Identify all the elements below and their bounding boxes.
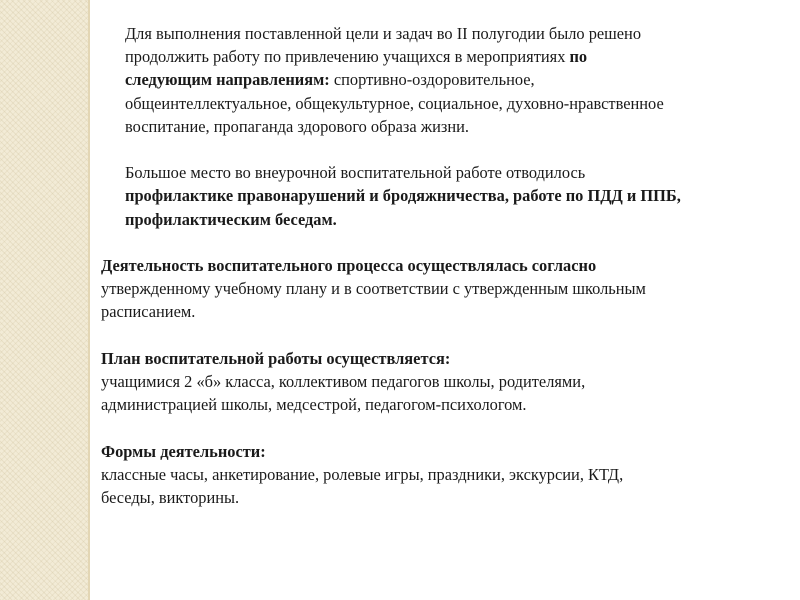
text-line: классные часы, анкетирование, ролевые игры, праздники, экскурсии, КТД, xyxy=(101,464,624,484)
text-line: утвержденному учебному плану и в соответствии с утвержденным школьным xyxy=(101,279,646,299)
text-run: продолжить работу по привлечению учащихся в мероприятиях xyxy=(125,47,570,67)
text-line: учащимися 2 «б» класса, коллективом педагогов школы, родителями, xyxy=(101,372,586,391)
text-line: расписанием. xyxy=(101,302,196,322)
paragraph-plan xyxy=(101,347,791,417)
bold-run: по xyxy=(569,47,588,67)
bold-line: профилактике правонарушений и бродяжничества, работе по ПДД и ППБ, xyxy=(125,186,681,206)
bold-line: профилактическим беседам. xyxy=(125,209,337,229)
section-heading: План воспитательной работы осуществляется: xyxy=(101,348,451,368)
text-line xyxy=(101,68,791,91)
text-line: администрацией школы, медсестрой, педагогом-психологом. xyxy=(101,395,527,415)
paragraph-activity xyxy=(101,254,791,324)
bold-line: Деятельность воспитательного процесса осуществлялась согласно xyxy=(101,256,597,275)
paragraph-prevention xyxy=(101,161,791,231)
text-line xyxy=(101,45,791,68)
text-line: Для выполнения поставленной цели и задач во II полугодии было решено xyxy=(125,24,642,43)
text-run: спортивно-оздоровительное, xyxy=(329,70,535,90)
text-line: воспитание, пропаганда здорового образа жизни. xyxy=(125,116,469,136)
paragraph-goals xyxy=(101,22,791,138)
side-stripe-edge xyxy=(88,0,90,600)
text-body xyxy=(101,22,791,532)
text-line: общеинтеллектуальное, общекультурное, социальное, духовно-нравственное xyxy=(125,93,664,113)
text-line: Большое место во внеурочной воспитательной работе отводилось xyxy=(125,163,586,183)
section-heading: Формы деятельности: xyxy=(101,441,266,461)
decorative-side-stripe xyxy=(0,0,88,600)
paragraph-forms xyxy=(101,440,791,510)
bold-run: следующим направлениям: xyxy=(125,70,330,90)
text-line: беседы, викторины. xyxy=(101,488,240,507)
